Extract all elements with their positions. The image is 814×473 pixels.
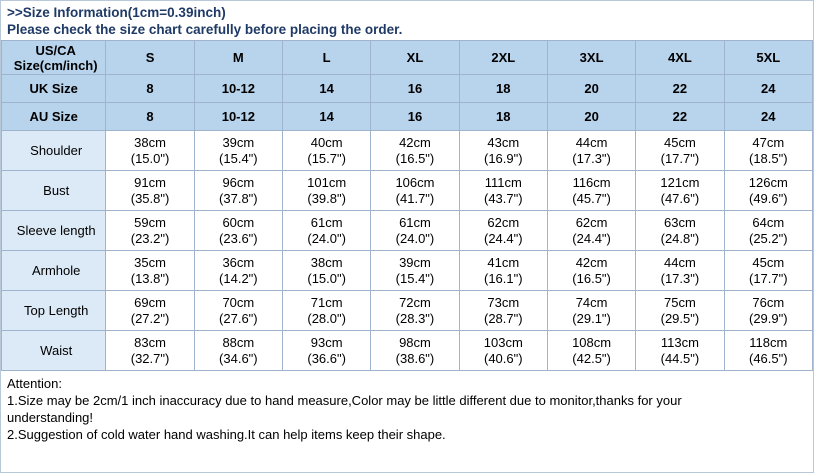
header-line-2: Please check the size chart carefully before placing the order.: [7, 22, 403, 37]
value-inch: (23.6"): [219, 230, 258, 246]
col-header-l: L: [283, 41, 371, 75]
sleeve-length-l: [283, 211, 371, 251]
value-inch: (24.8"): [660, 230, 700, 246]
value-cm: 126cm: [748, 174, 788, 190]
value-inch: (16.1"): [483, 270, 523, 286]
value-inch: (14.2"): [219, 270, 258, 286]
uk-size-5xl: 24: [724, 75, 812, 103]
value-inch: (47.6"): [660, 190, 700, 206]
shoulder-l: [283, 131, 371, 171]
au-size-4xl: 22: [636, 103, 724, 131]
value-inch: (32.7"): [130, 350, 170, 366]
value-cm: 38cm: [310, 254, 343, 270]
sleeve-length-m: [194, 211, 282, 251]
bust-2xl: [459, 171, 547, 211]
waist-l: [283, 331, 371, 371]
value-inch: (13.8"): [130, 270, 170, 286]
value-inch: (36.6"): [307, 350, 346, 366]
col-header-s: S: [106, 41, 194, 75]
value-cm: 121cm: [660, 174, 700, 190]
top-length-4xl: [636, 291, 724, 331]
value-inch: (24.0"): [307, 230, 346, 246]
table-row: [2, 211, 813, 251]
value-cm: 44cm: [575, 134, 608, 150]
top-length-l: [283, 291, 371, 331]
waist-4xl: [636, 331, 724, 371]
value-inch: (18.5"): [748, 150, 788, 166]
value-inch: (40.6"): [483, 350, 523, 366]
col-header-2xl: 2XL: [459, 41, 547, 75]
sleeve-length-xl: [371, 211, 459, 251]
value-cm: 43cm: [487, 134, 520, 150]
top-length-5xl: [724, 291, 812, 331]
uk-size-s: 8: [106, 75, 194, 103]
armhole-xl: [371, 251, 459, 291]
shoulder-4xl: [636, 131, 724, 171]
waist-3xl: [547, 331, 635, 371]
value-inch: (46.5"): [748, 350, 788, 366]
value-inch: (17.7"): [660, 150, 700, 166]
waist-2xl: [459, 331, 547, 371]
row-label-waist: Waist: [2, 331, 106, 371]
au-size-s: 8: [106, 103, 194, 131]
value-cm: 93cm: [310, 334, 343, 350]
col-header-xl: XL: [371, 41, 459, 75]
value-cm: 116cm: [572, 174, 611, 190]
value-inch: (15.4"): [219, 150, 258, 166]
sleeve-length-4xl: [636, 211, 724, 251]
value-cm: 101cm: [307, 174, 347, 190]
value-cm: 59cm: [134, 214, 166, 230]
value-inch: (44.5"): [660, 350, 700, 366]
row-label-top-length: Top Length: [2, 291, 106, 331]
value-inch: (45.7"): [572, 190, 611, 206]
uk-size-4xl: 22: [636, 75, 724, 103]
value-inch: (34.6"): [219, 350, 258, 366]
value-inch: (17.3"): [572, 150, 611, 166]
au-size-l: 14: [283, 103, 371, 131]
shoulder-xl: [371, 131, 459, 171]
value-inch: (24.0"): [395, 230, 435, 246]
value-cm: 63cm: [664, 214, 696, 230]
value-cm: 91cm: [134, 174, 166, 190]
value-cm: 75cm: [664, 294, 696, 310]
shoulder-5xl: [724, 131, 812, 171]
col-header-m: M: [194, 41, 282, 75]
value-inch: (16.9"): [483, 150, 523, 166]
value-inch: (43.7"): [483, 190, 523, 206]
value-cm: 111cm: [484, 174, 522, 190]
size-table: [1, 40, 813, 371]
value-cm: 38cm: [134, 134, 166, 150]
value-inch: (37.8"): [219, 190, 258, 206]
value-cm: 42cm: [399, 134, 431, 150]
value-inch: (27.2"): [130, 310, 170, 326]
value-inch: (16.5"): [395, 150, 435, 166]
value-cm: 118cm: [749, 334, 788, 350]
value-cm: 76cm: [752, 294, 785, 310]
value-cm: 60cm: [222, 214, 255, 230]
bust-l: [283, 171, 371, 211]
sleeve-length-5xl: [724, 211, 812, 251]
value-cm: 61cm: [399, 214, 431, 230]
value-inch: (15.4"): [395, 270, 435, 286]
table-header-row-size: [2, 41, 813, 75]
value-cm: 98cm: [399, 334, 431, 350]
table-row: [2, 131, 813, 171]
value-inch: (29.1"): [572, 310, 611, 326]
value-cm: 108cm: [572, 334, 612, 350]
waist-xl: [371, 331, 459, 371]
value-inch: (16.5"): [572, 270, 611, 286]
row-label-au-size: AU Size: [2, 103, 106, 131]
au-size-3xl: 20: [547, 103, 635, 131]
au-size-xl: 16: [371, 103, 459, 131]
waist-m: [194, 331, 282, 371]
armhole-2xl: [459, 251, 547, 291]
value-cm: 36cm: [222, 254, 255, 270]
col-header-3xl: 3XL: [547, 41, 635, 75]
bust-4xl: [636, 171, 724, 211]
au-size-5xl: 24: [724, 103, 812, 131]
value-inch: (39.8"): [307, 190, 346, 206]
armhole-3xl: [547, 251, 635, 291]
row-label-sleeve-length: Sleeve length: [2, 211, 106, 251]
armhole-l: [283, 251, 371, 291]
uk-size-xl: 16: [371, 75, 459, 103]
sleeve-length-s: [106, 211, 194, 251]
value-cm: 61cm: [310, 214, 343, 230]
value-cm: 62cm: [487, 214, 520, 230]
value-cm: 72cm: [399, 294, 431, 310]
top-length-m: [194, 291, 282, 331]
row-label-armhole: Armhole: [2, 251, 106, 291]
value-cm: 113cm: [660, 334, 699, 350]
sleeve-length-2xl: [459, 211, 547, 251]
value-cm: 42cm: [575, 254, 608, 270]
value-cm: 62cm: [575, 214, 608, 230]
row-label-shoulder: Shoulder: [2, 131, 106, 171]
bust-s: [106, 171, 194, 211]
table-row-au-size: [2, 103, 813, 131]
sleeve-length-3xl: [547, 211, 635, 251]
value-cm: 74cm: [575, 294, 608, 310]
bust-5xl: [724, 171, 812, 211]
value-cm: 73cm: [487, 294, 520, 310]
value-inch: (17.3"): [660, 270, 700, 286]
table-row-uk-size: [2, 75, 813, 103]
table-row: [2, 291, 813, 331]
uk-size-l: 14: [283, 75, 371, 103]
top-length-3xl: [547, 291, 635, 331]
value-inch: (15.7"): [307, 150, 346, 166]
bust-m: [194, 171, 282, 211]
value-inch: (28.0"): [307, 310, 346, 326]
attention-line-3: 2.Suggestion of cold water hand washing.It can help items keep their shape.: [7, 427, 446, 442]
value-inch: (29.5"): [660, 310, 700, 326]
armhole-m: [194, 251, 282, 291]
value-cm: 88cm: [222, 334, 255, 350]
row-label-bust: Bust: [2, 171, 106, 211]
attention-line-1: 1.Size may be 2cm/1 inch inaccuracy due to hand measure,Color may be little different due to monitor,thanks for your: [7, 393, 682, 408]
top-length-xl: [371, 291, 459, 331]
value-cm: 45cm: [752, 254, 785, 270]
bust-xl: [371, 171, 459, 211]
attention-note: [1, 371, 813, 443]
value-inch: (28.3"): [395, 310, 435, 326]
col-header-5xl: 5XL: [724, 41, 812, 75]
value-inch: (24.4"): [483, 230, 523, 246]
value-cm: 44cm: [664, 254, 696, 270]
waist-s: [106, 331, 194, 371]
value-inch: (27.6"): [219, 310, 258, 326]
table-row: [2, 331, 813, 371]
value-cm: 103cm: [483, 334, 523, 350]
value-inch: (49.6"): [748, 190, 788, 206]
shoulder-2xl: [459, 131, 547, 171]
value-inch: (42.5"): [572, 350, 611, 366]
uk-size-m: 10-12: [194, 75, 282, 103]
shoulder-m: [194, 131, 282, 171]
armhole-5xl: [724, 251, 812, 291]
header-note: [1, 1, 813, 38]
value-cm: 45cm: [664, 134, 696, 150]
bust-3xl: [547, 171, 635, 211]
value-cm: 39cm: [399, 254, 431, 270]
value-inch: (28.7"): [483, 310, 523, 326]
col-header-4xl: 4XL: [636, 41, 724, 75]
armhole-4xl: [636, 251, 724, 291]
corner-label: US/CA Size(cm/inch): [2, 41, 106, 75]
value-cm: 64cm: [752, 214, 785, 230]
value-inch: (23.2"): [130, 230, 170, 246]
value-cm: 39cm: [222, 134, 255, 150]
value-cm: 106cm: [395, 174, 435, 190]
value-cm: 47cm: [752, 134, 785, 150]
value-inch: (35.8"): [130, 190, 170, 206]
value-inch: (15.0"): [130, 150, 170, 166]
row-label-uk-size: UK Size: [2, 75, 106, 103]
value-cm: 41cm: [487, 254, 520, 270]
attention-title: Attention:: [7, 376, 62, 391]
shoulder-s: [106, 131, 194, 171]
value-inch: (17.7"): [748, 270, 788, 286]
value-inch: (41.7"): [395, 190, 435, 206]
waist-5xl: [724, 331, 812, 371]
value-inch: (24.4"): [572, 230, 611, 246]
value-inch: (25.2"): [748, 230, 788, 246]
au-size-m: 10-12: [194, 103, 282, 131]
value-cm: 35cm: [134, 254, 166, 270]
shoulder-3xl: [547, 131, 635, 171]
uk-size-3xl: 20: [547, 75, 635, 103]
au-size-2xl: 18: [459, 103, 547, 131]
value-inch: (15.0"): [307, 270, 346, 286]
header-line-1: >>Size Information(1cm=0.39inch): [7, 5, 226, 20]
value-cm: 96cm: [222, 174, 255, 190]
attention-line-2: understanding!: [7, 410, 94, 425]
value-inch: (38.6"): [395, 350, 435, 366]
value-cm: 71cm: [310, 294, 343, 310]
value-inch: (29.9"): [748, 310, 788, 326]
value-cm: 40cm: [310, 134, 343, 150]
table-row: [2, 251, 813, 291]
top-length-s: [106, 291, 194, 331]
top-length-2xl: [459, 291, 547, 331]
value-cm: 70cm: [222, 294, 255, 310]
value-cm: 83cm: [134, 334, 166, 350]
value-cm: 69cm: [134, 294, 166, 310]
uk-size-2xl: 18: [459, 75, 547, 103]
armhole-s: [106, 251, 194, 291]
table-row: [2, 171, 813, 211]
